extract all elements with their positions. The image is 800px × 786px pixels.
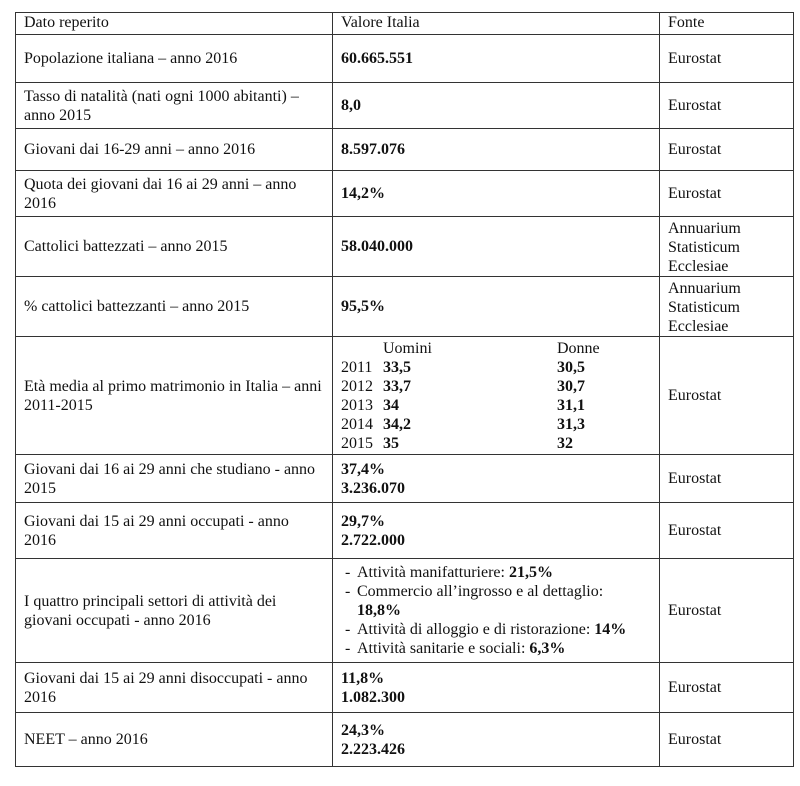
row-source [660, 217, 794, 277]
eta-media-cell [333, 337, 660, 455]
value-line: 58.040.000 [341, 238, 413, 255]
eta-uomini: 33,7 [383, 377, 411, 395]
value-line: 2.722.000 [341, 531, 405, 549]
source-line: Eurostat [668, 470, 722, 487]
eta-donne: 31,3 [557, 415, 585, 433]
row-label: Giovani dai 16-29 anni – anno 2016 [16, 129, 333, 171]
row-value [333, 217, 660, 277]
eta-uomini: 34 [383, 396, 399, 414]
source-line: Annuarium [668, 220, 741, 237]
value-line: 37,4% [341, 460, 385, 478]
source-line: Eurostat [668, 387, 722, 404]
row-label: Quota dei giovani dai 16 ai 29 anni – anno 2016 [16, 171, 333, 217]
value-line: 14,2% [341, 185, 385, 202]
value-line: 1.082.300 [341, 688, 405, 706]
table-row [16, 171, 794, 217]
row-label: Tasso di natalità (nati ogni 1000 abitanti) – anno 2015 [16, 83, 333, 129]
settore-text: Attività sanitarie e sociali: [357, 640, 530, 657]
row-label: Giovani dai 15 ai 29 anni occupati - anno 2016 [16, 503, 333, 559]
row-label: Cattolici battezzati – anno 2015 [16, 217, 333, 277]
row-source [660, 663, 794, 713]
row-label: % cattolici battezzanti – anno 2015 [16, 277, 333, 337]
row-source [660, 713, 794, 767]
eta-uomini: 34,2 [383, 415, 411, 433]
list-item [341, 582, 651, 620]
table-row [16, 663, 794, 713]
col-uomini: Uomini [383, 339, 432, 357]
header-dato: Dato reperito [16, 13, 333, 35]
row-value [333, 171, 660, 217]
settori-list [341, 563, 651, 658]
table-row [16, 503, 794, 559]
header-valore: Valore Italia [333, 13, 660, 35]
value-line: 24,3% [341, 721, 385, 739]
table-row [16, 83, 794, 129]
header-fonte: Fonte [660, 13, 794, 35]
row-source [660, 171, 794, 217]
value-line: 2.223.426 [341, 740, 405, 758]
row-value [333, 35, 660, 83]
settore-text: Attività di alloggio e di ristorazione: [357, 621, 595, 638]
settore-text: Attività manifatturiere: [357, 564, 509, 581]
eta-year: 2011 [341, 358, 373, 376]
source-line: Eurostat [668, 522, 722, 539]
eta-donne: 30,7 [557, 377, 585, 395]
row-label: Giovani dai 16 ai 29 anni che studiano - anno 2015 [16, 455, 333, 503]
list-item [341, 639, 651, 658]
row-value [333, 663, 660, 713]
eta-year: 2015 [341, 434, 373, 452]
eta-media-grid [341, 339, 651, 453]
settori-cell [333, 559, 660, 663]
table-row [16, 277, 794, 337]
source-line: Statisticum [668, 239, 740, 256]
eta-uomini: 33,5 [383, 358, 411, 376]
row-source [660, 337, 794, 455]
row-source [660, 129, 794, 171]
row-label: NEET – anno 2016 [16, 713, 333, 767]
row-source [660, 503, 794, 559]
eta-uomini: 35 [383, 434, 399, 452]
row-label: I quattro principali settori di attività dei giovani occupati - anno 2016 [16, 559, 333, 663]
value-line: 8,0 [341, 97, 361, 114]
source-line: Eurostat [668, 185, 722, 202]
value-line: 60.665.551 [341, 50, 413, 67]
table-row [16, 217, 794, 277]
source-line: Eurostat [668, 679, 722, 696]
list-item [341, 620, 651, 639]
eta-year: 2013 [341, 396, 373, 414]
data-table [15, 12, 794, 767]
table-row [16, 337, 794, 455]
row-value [333, 713, 660, 767]
row-source [660, 83, 794, 129]
source-line: Statisticum [668, 299, 740, 316]
row-label: Età media al primo matrimonio in Italia – anni 2011-2015 [16, 337, 333, 455]
row-source [660, 35, 794, 83]
row-label: Popolazione italiana – anno 2016 [16, 35, 333, 83]
settore-value: 18,8% [357, 602, 401, 619]
source-line: Eurostat [668, 141, 722, 158]
eta-donne: 31,1 [557, 396, 585, 414]
settore-value: 14% [594, 621, 627, 638]
row-source [660, 277, 794, 337]
settore-value: 21,5% [508, 564, 553, 581]
row-source [660, 455, 794, 503]
table-row [16, 455, 794, 503]
value-line: 95,5% [341, 298, 385, 315]
table-row [16, 35, 794, 83]
source-line: Eurostat [668, 731, 722, 748]
source-line: Eurostat [668, 97, 722, 114]
settore-text: Commercio all’ingrosso e al dettaglio: [357, 583, 604, 600]
table-row [16, 129, 794, 171]
source-line: Annuarium [668, 280, 741, 297]
row-value [333, 455, 660, 503]
row-source [660, 559, 794, 663]
row-value [333, 277, 660, 337]
eta-donne: 30,5 [557, 358, 585, 376]
source-line: Ecclesiae [668, 258, 729, 275]
value-line: 29,7% [341, 512, 385, 530]
value-line: 11,8% [341, 669, 385, 687]
row-label: Giovani dai 15 ai 29 anni disoccupati - anno 2016 [16, 663, 333, 713]
row-value [333, 503, 660, 559]
row-value [333, 129, 660, 171]
row-value [333, 83, 660, 129]
table-row [16, 559, 794, 663]
eta-donne: 32 [557, 434, 573, 452]
settore-value: 6,3% [529, 640, 566, 657]
source-line: Ecclesiae [668, 318, 729, 335]
source-line: Eurostat [668, 50, 722, 67]
list-item [341, 563, 651, 582]
value-line: 3.236.070 [341, 479, 405, 497]
eta-year: 2014 [341, 415, 373, 433]
table-row [16, 713, 794, 767]
value-line: 8.597.076 [341, 141, 405, 158]
header-row [16, 13, 794, 35]
col-donne: Donne [557, 339, 600, 357]
source-line: Eurostat [668, 602, 722, 619]
eta-year: 2012 [341, 377, 373, 395]
